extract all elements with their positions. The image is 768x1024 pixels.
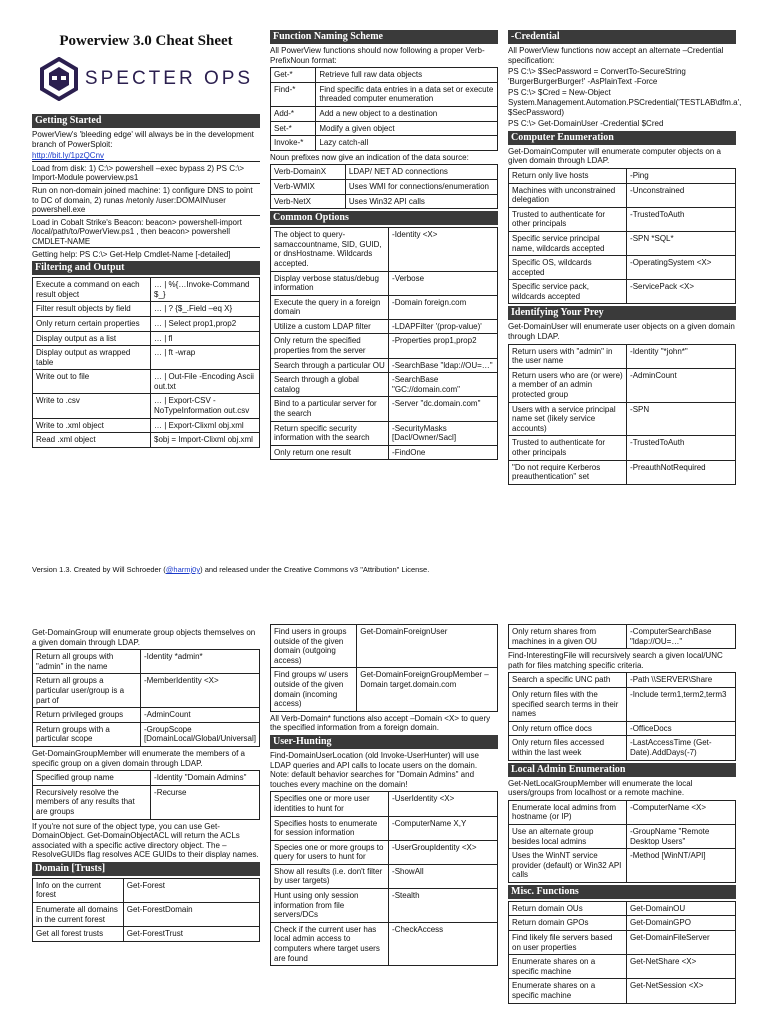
table-row <box>509 849 736 883</box>
column-3 <box>508 30 742 487</box>
table-row <box>271 792 498 816</box>
identifying-prey-table <box>508 344 736 485</box>
noun-intro: Noun prefixes now give an indication of the data source: <box>270 152 469 162</box>
table-cell: Write out to file <box>33 370 151 394</box>
table-row <box>271 625 498 668</box>
table-cell: Info on the current forest <box>33 878 124 902</box>
table-cell: -SecurityMasks [Dacl/Owner/Sacl] <box>389 421 498 445</box>
table-row <box>33 302 260 317</box>
table-cell: Enumerate local admins from hostname (or IP) <box>509 800 627 824</box>
table-cell: … | fl <box>151 331 260 346</box>
non-domain-joined: Run on non-domain joined machine: 1) configure DNS to point to DC of domain, 2) runas /netonly /user:DOMAIN\user powershell.exe <box>32 186 260 216</box>
table-cell: Add a new object to a destination <box>316 106 498 121</box>
table-row <box>271 228 498 271</box>
table-cell: Find groups w/ users outside of the given domain (incoming access) <box>271 668 357 711</box>
table-row <box>509 955 736 979</box>
table-cell: Specifies hosts to enumerate for session information <box>271 816 389 840</box>
table-cell: Get-DomainOU <box>627 901 736 916</box>
table-cell: -Domain foreign.com <box>389 295 498 319</box>
table-cell: Get-ForestTrust <box>123 927 259 942</box>
table-cell: Utilize a custom LDAP filter <box>271 319 389 334</box>
table-cell: Get-ForestDomain <box>123 903 259 927</box>
table-row <box>33 771 260 786</box>
logo <box>32 56 260 102</box>
table-cell: -TrustedToAuth <box>627 207 736 231</box>
misc-functions-header: Misc. Functions <box>508 885 736 899</box>
table-cell: -SearchBase "GC://domain.com" <box>389 373 498 397</box>
table-row <box>509 625 736 649</box>
table-cell: Write to .csv <box>33 394 151 418</box>
table-cell: Find-* <box>271 82 316 106</box>
column-2 <box>270 30 498 462</box>
identifying-prey-intro: Get-DomainUser will enumerate user objects on a given domain through LDAP. <box>508 322 735 342</box>
credential-line: PS C:\> $SecPassword = ConvertTo-SecureString 'BurgerBurgerBurger!' -AsPlainText -Force <box>508 67 686 86</box>
table-cell: Return groups with a particular scope <box>33 722 141 746</box>
table-cell: Recursively resolve the members of any results that are groups <box>33 785 151 819</box>
table-row <box>509 736 736 760</box>
table-cell: Search through a particular OU <box>271 358 389 373</box>
share-table <box>508 624 736 649</box>
table-cell: Return all groups with "admin" in the name <box>33 650 141 674</box>
filtering-header: Filtering and Output <box>32 261 260 275</box>
table-cell: -Method [WinNT/API] <box>627 849 736 883</box>
table-cell: -PreauthNotRequired <box>627 460 736 484</box>
specterops-logo-icon <box>39 57 79 101</box>
getting-help: Getting help: PS C:\> Get-Help Cmdlet-Name [-detailed] <box>32 249 231 259</box>
version-footer <box>32 565 429 574</box>
user-hunting-intro: Find-DomainUserLocation (old Invoke-UserHunter) will use LDAP queries and API calls to locate users on the domain. Note: default behavior searches for "Domain Admins" and touches every machine on the domain! <box>270 750 479 789</box>
table-cell: Show all results (i.e. don't filter by user targets) <box>271 864 389 888</box>
table-cell: Uses Win32 API calls <box>345 194 497 209</box>
table-cell: Uses WMI for connections/enumeration <box>345 179 497 194</box>
filtering-table <box>32 277 260 448</box>
group-intro: Get-DomainGroup will enumerate group objects themselves on a given domain through LDAP. <box>32 628 256 647</box>
powersploit-link[interactable]: http://bit.ly/1pzQCnv <box>32 151 105 161</box>
table-row <box>271 121 498 136</box>
table-row <box>33 346 260 370</box>
table-cell: Get-DomainForeignUser <box>357 625 498 668</box>
table-row <box>509 979 736 1003</box>
table-cell: -AdminCount <box>140 708 259 723</box>
table-cell: Filter result objects by field <box>33 302 151 317</box>
table-row <box>509 402 736 436</box>
table-cell: Machines with unconstrained delegation <box>509 183 627 207</box>
table-row <box>33 331 260 346</box>
table-row <box>509 673 736 688</box>
table-row <box>271 319 498 334</box>
table-cell: Users with a service principal name set (likely service accounts) <box>509 402 627 436</box>
credential-line: All PowerView functions now accept an alternate –Credential specification: <box>508 46 724 65</box>
footer-text: Version 1.3. Created by Will Schroeder ( <box>32 565 166 574</box>
misc-functions-table <box>508 901 736 1004</box>
table-cell: -ServicePack <X> <box>627 280 736 304</box>
table-cell: Return privileged groups <box>33 708 141 723</box>
table-cell: … | ? {$_.Field –eq X} <box>151 302 260 317</box>
table-cell: -Identity *admin* <box>140 650 259 674</box>
domain-trusts-table <box>32 878 260 942</box>
table-row <box>271 397 498 421</box>
table-cell: Search a specific UNC path <box>509 673 627 688</box>
computer-enum-header: Computer Enumeration <box>508 131 736 145</box>
group-table <box>32 649 260 747</box>
local-admin-table <box>508 800 736 883</box>
getting-started-intro: PowerView's 'bleeding edge' will always be in the development branch of PowerSploit: <box>32 130 254 149</box>
table-row <box>509 256 736 280</box>
table-cell: … | Select prop1,prop2 <box>151 316 260 331</box>
table-cell: Hunt using only session information from file servers/DCs <box>271 889 389 923</box>
author-handle-link[interactable]: @harmj0y <box>165 565 201 574</box>
table-cell: Only return certain properties <box>33 316 151 331</box>
table-cell: -GroupScope [DomainLocal/Global/Universal] <box>140 722 259 746</box>
table-cell: Verb-WMIX <box>271 179 346 194</box>
table-row <box>271 840 498 864</box>
table-cell: Uses the WinNT service provider (default) or Win32 API calls <box>509 849 627 883</box>
table-row <box>33 433 260 448</box>
interesting-file-table <box>508 672 736 760</box>
table-cell: Get-DomainFileServer <box>627 931 736 955</box>
table-cell: Specific OS, wildcards accepted <box>509 256 627 280</box>
domain-trusts-header: Domain [Trusts] <box>32 862 260 876</box>
interesting-file-intro: Find-InterestingFile will recursively search a given local/UNC path for files matching specific criteria. <box>508 651 723 670</box>
table-cell: Write to .xml object <box>33 418 151 433</box>
table-row <box>33 785 260 819</box>
table-cell: Only return office docs <box>509 721 627 736</box>
table-row <box>271 194 498 209</box>
table-cell: Check if the current user has local admin access to computers where target users are found <box>271 922 389 965</box>
table-cell: -MemberIdentity <X> <box>140 674 259 708</box>
table-row <box>509 368 736 402</box>
table-row <box>271 271 498 295</box>
naming-header: Function Naming Scheme <box>270 30 498 44</box>
common-options-table <box>270 227 498 460</box>
table-row <box>509 231 736 255</box>
table-cell: Verb-NetX <box>271 194 346 209</box>
table-row <box>271 295 498 319</box>
table-cell: Specific service pack, wildcards accepted <box>509 280 627 304</box>
table-cell: -ComputerName <X> <box>627 800 736 824</box>
credential-line: PS C:\> $Cred = New-Object System.Management.Automation.PSCredential('TESTLAB\dfm.a', $SecPassword) <box>508 88 742 117</box>
table-cell: Return domain GPOs <box>509 916 627 931</box>
table-cell: -OfficeDocs <box>627 721 736 736</box>
local-admin-header: Local Admin Enumeration <box>508 763 736 777</box>
table-row <box>271 373 498 397</box>
table-cell: -Verbose <box>389 271 498 295</box>
table-row <box>509 436 736 460</box>
table-row <box>509 800 736 824</box>
noun-table <box>270 164 498 209</box>
table-cell: Use an alternate group besides local admins <box>509 824 627 848</box>
cobalt-strike-load: Load in Cobalt Strike's Beacon: beacon> powershell-import /local/path/to/PowerView.ps1 , then beacon> powershell CMDLET-NAME <box>32 218 260 248</box>
table-row <box>509 280 736 304</box>
table-row <box>509 931 736 955</box>
table-cell: Specifies one or more user identities to hunt for <box>271 792 389 816</box>
table-row <box>271 421 498 445</box>
table-cell: -GroupName "Remote Desktop Users" <box>627 824 736 848</box>
table-cell: Get-Forest <box>123 878 259 902</box>
table-cell: -SearchBase "ldap://OU=…" <box>389 358 498 373</box>
user-hunting-header: User-Hunting <box>270 735 498 749</box>
table-cell: Get-DomainGPO <box>627 916 736 931</box>
table-cell: "Do not require Kerberos preauthentication" set <box>509 460 627 484</box>
table-cell: Bind to a particular server for the search <box>271 397 389 421</box>
table-cell: Get-NetSession <X> <box>627 979 736 1003</box>
local-admin-intro: Get-NetLocalGroupMember will enumerate the local users/groups from localhost or a remote machine. <box>508 778 693 798</box>
table-cell: Display verbose status/debug information <box>271 271 389 295</box>
table-cell: LDAP/ NET AD connections <box>345 165 497 180</box>
foreign-table <box>270 624 498 712</box>
table-cell: Invoke-* <box>271 136 316 151</box>
group-member-intro: Get-DomainGroupMember will enumerate the members of a specific group on a given domain through LDAP. <box>32 748 245 768</box>
table-cell: Find specific data entries in a data set or execute threaded computer enumeration <box>316 82 498 106</box>
table-row <box>271 179 498 194</box>
table-row <box>271 106 498 121</box>
table-cell: Modify a given object <box>316 121 498 136</box>
table-cell: Get-NetShare <X> <box>627 955 736 979</box>
table-cell: Verb-DomainX <box>271 165 346 180</box>
table-cell: Only return the specified properties from the server <box>271 334 389 358</box>
table-row <box>33 878 260 902</box>
table-cell: -Path \\SERVER\Share <box>627 673 736 688</box>
table-row <box>509 183 736 207</box>
table-cell: -ComputerName X,Y <box>389 816 498 840</box>
table-cell: Specified group name <box>33 771 151 786</box>
table-row <box>33 927 260 942</box>
table-cell: -CheckAccess <box>389 922 498 965</box>
table-cell: … | Out-File -Encoding Ascii out.txt <box>151 370 260 394</box>
table-row <box>509 344 736 368</box>
table-cell: Only return one result <box>271 445 389 460</box>
table-row <box>509 721 736 736</box>
table-cell: -UserIdentity <X> <box>389 792 498 816</box>
table-row <box>509 207 736 231</box>
table-row <box>509 168 736 183</box>
table-cell: Search through a global catalog <box>271 373 389 397</box>
table-row <box>33 316 260 331</box>
table-cell: Lazy catch-all <box>316 136 498 151</box>
table-cell: Execute a command on each result object <box>33 278 151 302</box>
table-row <box>509 901 736 916</box>
table-cell: -Unconstrained <box>627 183 736 207</box>
table-cell: Read .xml object <box>33 433 151 448</box>
credential-line: PS C:\> Get-DomainUser -Credential $Cred <box>508 119 664 129</box>
credential-header: -Credential <box>508 30 736 44</box>
table-cell: -ComputerSearchBase "ldap://OU=…" <box>627 625 736 649</box>
table-row <box>271 68 498 83</box>
table-cell: Enumerate all domains in the current forest <box>33 903 124 927</box>
table-cell: -FindOne <box>389 445 498 460</box>
computer-enum-table <box>508 168 736 305</box>
table-cell: -AdminCount <box>627 368 736 402</box>
table-cell: The object to query-samaccountname, SID, GUID, or dnsHostname. Wildcards accepted. <box>271 228 389 271</box>
acl-text: If you're not sure of the object type, you can use Get-DomainObject. Get-DomainObjectACL will return the ACLs associated with a specific active directory object. The –ResolveGUIDs flag resolves ACE GUIDs to their display names. <box>32 821 259 860</box>
table-row <box>33 722 260 746</box>
table-cell: -ShowAll <box>389 864 498 888</box>
table-cell: Trusted to authenticate for other principals <box>509 207 627 231</box>
table-cell: Return users with "admin" in the user name <box>509 344 627 368</box>
load-from-disk: Load from disk: 1) C:\> powershell –exec bypass 2) PS C:\> Import-Module powerview.ps1 <box>32 164 260 184</box>
table-cell: Add-* <box>271 106 316 121</box>
footer-text: ) and released under the Creative Commons v3 "Attribution" License. <box>200 565 430 574</box>
table-row <box>33 278 260 302</box>
table-cell: Return only live hosts <box>509 168 627 183</box>
table-cell: Return specific security information with the search <box>271 421 389 445</box>
verb-domain-text: All Verb-Domain* functions also accept –Domain <X> to query the specified information from a foreign domain. <box>270 713 491 733</box>
table-row <box>33 418 260 433</box>
table-row <box>271 136 498 151</box>
getting-started-header: Getting Started <box>32 114 260 128</box>
common-options-header: Common Options <box>270 211 498 225</box>
table-cell: -UserGroupIdentity <X> <box>389 840 498 864</box>
computer-enum-intro: Get-DomainComputer will enumerate computer objects on a given domain through LDAP. <box>508 146 721 166</box>
table-cell: Get-DomainForeignGroupMember –Domain target.domain.com <box>357 668 498 711</box>
logo-text: SPECTER OPS <box>84 67 254 89</box>
table-row <box>271 165 498 180</box>
table-row <box>271 864 498 888</box>
table-cell: -OperatingSystem <X> <box>627 256 736 280</box>
table-row <box>271 889 498 923</box>
table-cell: -Include term1,term2,term3 <box>627 687 736 721</box>
table-cell: … | Export-CSV -NoTypeInformation out.csv <box>151 394 260 418</box>
table-row <box>33 394 260 418</box>
table-row <box>509 460 736 484</box>
table-cell: -LastAccessTime (Get-Date).AddDays(-7) <box>627 736 736 760</box>
identifying-prey-header: Identifying Your Prey <box>508 306 736 320</box>
table-cell: Execute the query in a foreign domain <box>271 295 389 319</box>
table-cell: Set-* <box>271 121 316 136</box>
table-cell: -SPN <box>627 402 736 436</box>
table-cell: … | %{…Invoke-Command $_} <box>151 278 260 302</box>
table-cell: Enumerate shares on a specific machine <box>509 979 627 1003</box>
table-cell: -Stealth <box>389 889 498 923</box>
table-cell: … | Export-Clixml obj.xml <box>151 418 260 433</box>
column-1 <box>32 30 260 450</box>
table-cell: Only return files accessed within the last week <box>509 736 627 760</box>
table-row <box>271 358 498 373</box>
table-cell: Only return files with the specified search terms in their names <box>509 687 627 721</box>
table-row <box>271 922 498 965</box>
table-row <box>509 687 736 721</box>
page-title: Powerview 3.0 Cheat Sheet <box>59 33 233 49</box>
table-cell: Species one or more groups to query for users to hunt for <box>271 840 389 864</box>
table-cell: Get all forest trusts <box>33 927 124 942</box>
table-cell: -Ping <box>627 168 736 183</box>
table-cell: -LDAPFilter '(prop-value)' <box>389 319 498 334</box>
table-cell: $obj = Import-Clixml obj.xml <box>151 433 260 448</box>
table-cell: Return domain OUs <box>509 901 627 916</box>
page2-column-1 <box>32 626 260 944</box>
table-row <box>33 708 260 723</box>
page2-column-3 <box>508 624 736 1006</box>
table-cell: Find users in groups outside of the given domain (outgoing access) <box>271 625 357 668</box>
table-row <box>33 370 260 394</box>
table-cell: Display output as wrapped table <box>33 346 151 370</box>
table-cell: Retrieve full raw data objects <box>316 68 498 83</box>
naming-table <box>270 67 498 151</box>
table-cell: Get-* <box>271 68 316 83</box>
table-cell: -TrustedToAuth <box>627 436 736 460</box>
naming-intro: All PowerView functions should now following a proper Verb-PrefixNoun format: <box>270 46 485 65</box>
table-cell: Return users who are (or were) a member of an admin protected group <box>509 368 627 402</box>
table-cell: Find likely file servers based on user properties <box>509 931 627 955</box>
table-cell: Trusted to authenticate for other principals <box>509 436 627 460</box>
table-cell: -Server "dc.domain.com" <box>389 397 498 421</box>
table-cell: -Properties prop1,prop2 <box>389 334 498 358</box>
table-cell: -Identity "Domain Admins" <box>151 771 260 786</box>
table-row <box>271 445 498 460</box>
table-row <box>271 816 498 840</box>
table-cell: Specific service principal name, wildcards accepted <box>509 231 627 255</box>
table-cell: Enumerate shares on a specific machine <box>509 955 627 979</box>
page2-column-2 <box>270 624 498 968</box>
group-member-table <box>32 770 260 819</box>
user-hunting-table <box>270 791 498 966</box>
table-cell: … | ft -wrap <box>151 346 260 370</box>
table-row <box>509 916 736 931</box>
table-row <box>33 674 260 708</box>
table-row <box>271 82 498 106</box>
table-cell: -SPN *SQL* <box>627 231 736 255</box>
table-cell: Display output as a list <box>33 331 151 346</box>
table-row <box>33 650 260 674</box>
table-cell: Return all groups a particular user/group is a part of <box>33 674 141 708</box>
table-cell: -Recurse <box>151 785 260 819</box>
table-cell: Only return shares from machines in a given OU <box>509 625 627 649</box>
table-cell: -Identity "*john*" <box>627 344 736 368</box>
table-row <box>33 903 260 927</box>
table-cell: -Identity <X> <box>389 228 498 271</box>
table-row <box>271 334 498 358</box>
table-row <box>271 668 498 711</box>
table-row <box>509 824 736 848</box>
